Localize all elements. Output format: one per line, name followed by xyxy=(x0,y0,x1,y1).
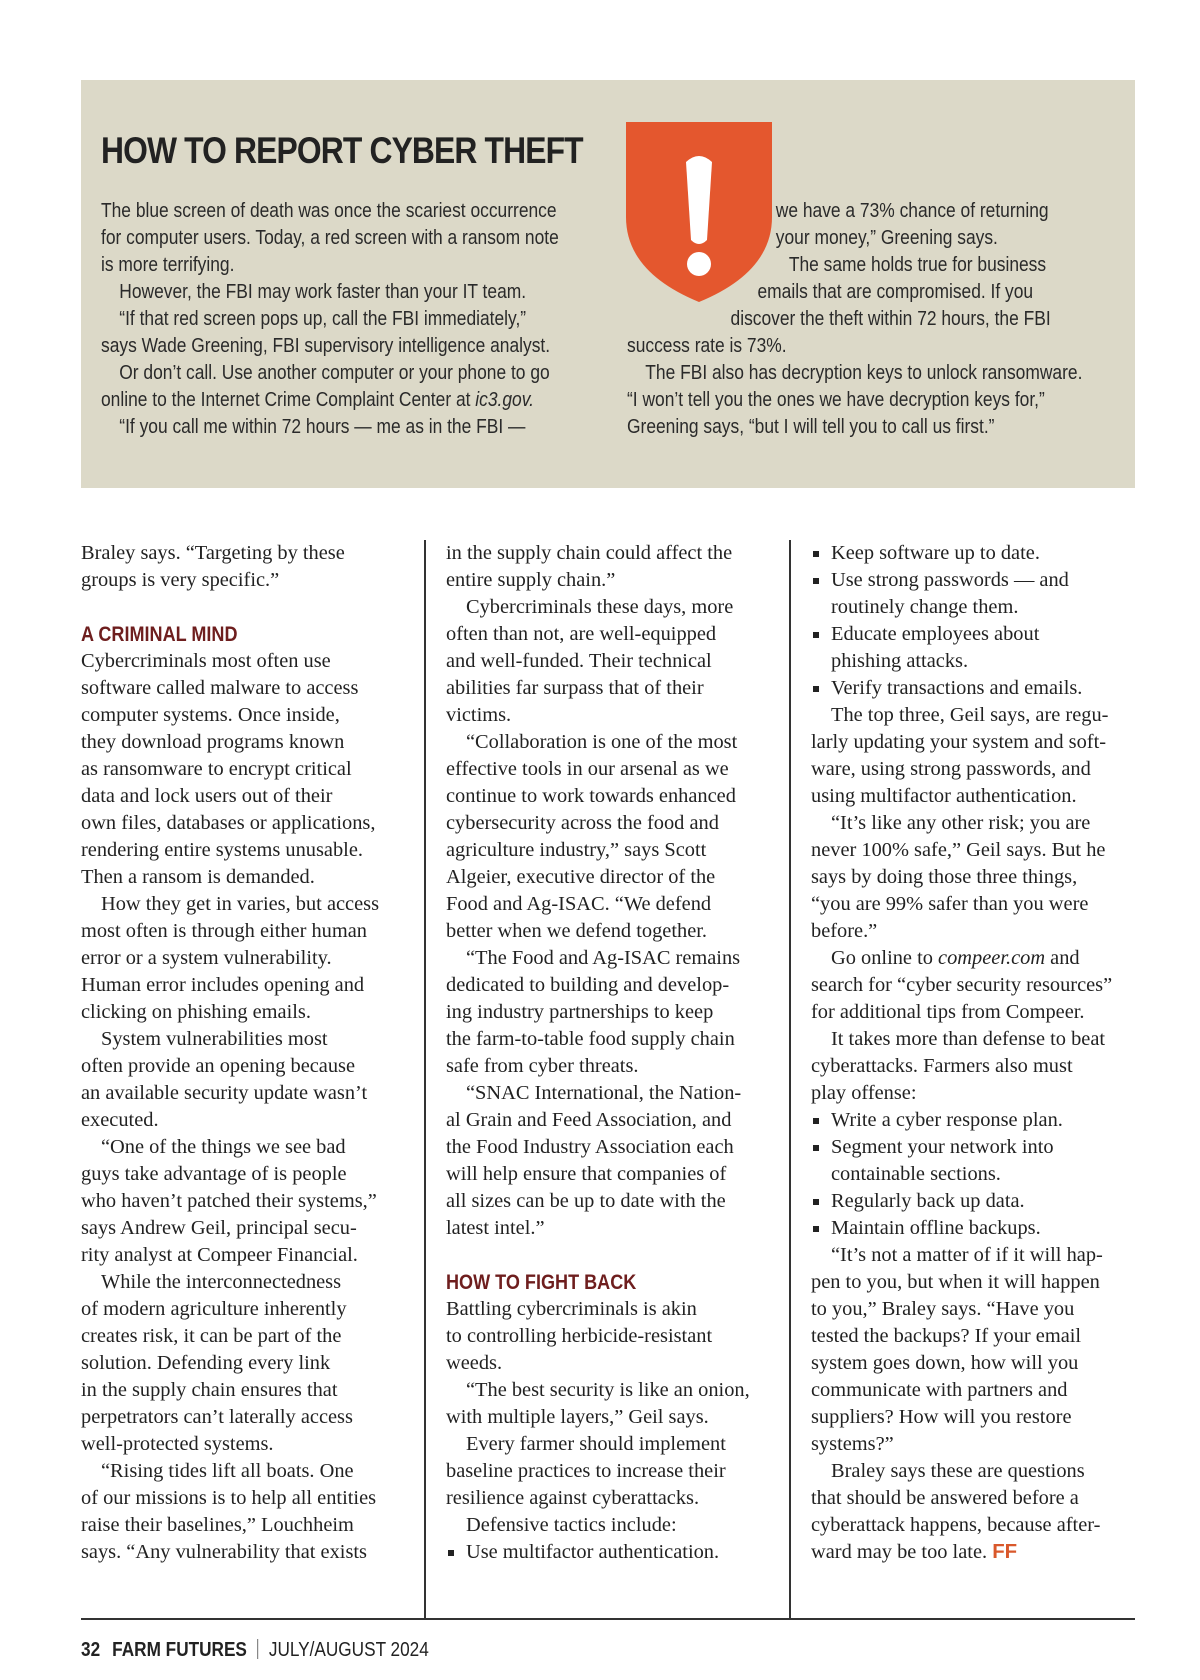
body-line: to controlling herbicide-resistant xyxy=(446,1325,713,1347)
body-line: “you are 99% safer than you were xyxy=(811,893,1089,915)
body-line: often than not, are well-equipped xyxy=(446,623,717,645)
body-line: software called malware to access xyxy=(81,677,359,699)
sidebar-line: your money,” Greening says. xyxy=(775,227,998,249)
article-column-3 xyxy=(811,540,1141,1566)
body-line: Every farmer should implement xyxy=(466,1433,726,1455)
body-line: system goes down, how will you xyxy=(811,1352,1079,1374)
body-line: Battling cybercriminals is akin xyxy=(446,1298,697,1320)
body-line: often provide an opening because xyxy=(81,1055,356,1077)
body-line: abilities far surpass that of their xyxy=(446,677,704,699)
body-line: tested the backups? If your email xyxy=(811,1325,1082,1347)
body-line: While the interconnectedness xyxy=(101,1271,342,1293)
article-column-1 xyxy=(81,540,411,1566)
body-line: in the supply chain could affect the xyxy=(446,542,733,564)
bullet-item: Educate employees about xyxy=(811,621,1141,648)
bullet-item: Use strong passwords — and xyxy=(811,567,1141,594)
sidebar-line: says Wade Greening, FBI supervisory intelligence analyst. xyxy=(101,335,551,357)
end-mark: FF xyxy=(992,1541,1018,1563)
body-line: safe from cyber threats. xyxy=(446,1055,639,1077)
body-line xyxy=(811,945,1141,972)
spacer xyxy=(446,1242,776,1269)
bullet-continuation: containable sections. xyxy=(831,1163,1001,1185)
body-line: that should be answered before a xyxy=(811,1487,1079,1509)
body-line: will help ensure that companies of xyxy=(446,1163,727,1185)
body-line: “It’s like any other risk; you are xyxy=(831,812,1091,834)
body-line: solution. Defending every link xyxy=(81,1352,331,1374)
body-line: of modern agriculture inherently xyxy=(81,1298,347,1320)
bullet-item: Maintain offline backups. xyxy=(811,1215,1141,1242)
body-line: Cybercriminals most often use xyxy=(81,650,331,672)
column-divider xyxy=(424,540,426,1618)
body-line: well-protected systems. xyxy=(81,1433,274,1455)
body-line: who haven’t patched their systems,” xyxy=(81,1190,377,1212)
sidebar-column-1 xyxy=(101,198,559,441)
body-line: Then a ransom is demanded. xyxy=(81,866,315,888)
sidebar-line: is more terrifying. xyxy=(101,254,235,276)
body-line: most often is through either human xyxy=(81,920,367,942)
body-line: says by doing those three things, xyxy=(811,866,1078,888)
body-line: the Food Industry Association each xyxy=(446,1136,734,1158)
bullet-continuation: phishing attacks. xyxy=(831,650,969,672)
body-line: for additional tips from Compeer. xyxy=(811,1001,1085,1023)
body-line: larly updating your system and soft- xyxy=(811,731,1107,753)
body-line: communicate with partners and xyxy=(811,1379,1068,1401)
sidebar-line: The blue screen of death was once the scariest occurrence xyxy=(101,200,557,222)
body-line: to you,” Braley says. “Have you xyxy=(811,1298,1075,1320)
sidebar-line: However, the FBI may work faster than your IT team. xyxy=(119,281,527,303)
body-line: cyberattack happens, because after- xyxy=(811,1514,1101,1536)
compeer-link[interactable]: compeer.com xyxy=(938,947,1046,969)
body-line: dedicated to building and develop- xyxy=(446,974,730,996)
body-line: the farm-to-table food supply chain xyxy=(446,1028,735,1050)
sidebar-column-2 xyxy=(627,198,1097,441)
body-line: never 100% safe,” Geil says. But he xyxy=(811,839,1106,861)
bullet-item: Write a cyber response plan. xyxy=(811,1107,1141,1134)
column-divider xyxy=(789,540,791,1618)
body-line: clicking on phishing emails. xyxy=(81,1001,311,1023)
body-line: al Grain and Feed Association, and xyxy=(446,1109,732,1131)
body-text: and xyxy=(1045,947,1080,969)
page-number: 32 xyxy=(81,1639,101,1661)
body-line: as ransomware to encrypt critical xyxy=(81,758,352,780)
body-line: “Rising tides lift all boats. One xyxy=(101,1460,354,1482)
body-line: resilience against cyberattacks. xyxy=(446,1487,700,1509)
body-line: victims. xyxy=(446,704,512,726)
body-line: continue to work towards enhanced xyxy=(446,785,736,807)
sidebar-title: HOW TO REPORT CYBER THEFT xyxy=(101,130,583,171)
sidebar-line: for computer users. Today, a red screen with a ransom note xyxy=(101,227,559,249)
body-line: baseline practices to increase their xyxy=(446,1460,726,1482)
bullet-continuation: routinely change them. xyxy=(831,596,1019,618)
bullet-item: Verify transactions and emails. xyxy=(811,675,1141,702)
body-line: agriculture industry,” says Scott xyxy=(446,839,707,861)
body-line: “The best security is like an onion, xyxy=(466,1379,750,1401)
body-line xyxy=(811,1539,1141,1566)
body-line: error or a system vulnerability. xyxy=(81,947,332,969)
body-line: System vulnerabilities most xyxy=(101,1028,328,1050)
body-line: “The Food and Ag-ISAC remains xyxy=(466,947,741,969)
body-line: Human error includes opening and xyxy=(81,974,365,996)
sidebar-line: emails that are compromised. If you xyxy=(757,281,1034,303)
bullet-item: Segment your network into xyxy=(811,1134,1141,1161)
body-line: Cybercriminals these days, more xyxy=(466,596,734,618)
body-line: raise their baselines,” Louchheim xyxy=(81,1514,354,1536)
body-line: creates risk, it can be part of the xyxy=(81,1325,342,1347)
body-line: Defensive tactics include: xyxy=(466,1514,677,1536)
page-footer xyxy=(81,1639,429,1662)
body-text: ward may be too late. xyxy=(811,1541,993,1563)
body-line: entire supply chain.” xyxy=(446,569,616,591)
body-text: Go online to xyxy=(831,947,939,969)
body-line: before.” xyxy=(811,920,878,942)
sidebar-line: “If you call me within 72 hours — me as in the FBI — xyxy=(119,416,526,438)
issue-date: JULY/AUGUST 2024 xyxy=(268,1639,429,1661)
body-line: “Collaboration is one of the most xyxy=(466,731,738,753)
sidebar-line: Or don’t call. Use another computer or your phone to go xyxy=(119,362,550,384)
footer-rule xyxy=(81,1618,1135,1620)
body-line: an available security update wasn’t xyxy=(81,1082,368,1104)
sidebar-line: we have a 73% chance of returning xyxy=(775,200,1049,222)
footer-separator xyxy=(257,1639,258,1659)
body-line: with multiple layers,” Geil says. xyxy=(446,1406,709,1428)
body-line: latest intel.” xyxy=(446,1217,545,1239)
sidebar-line: success rate is 73%. xyxy=(627,335,787,357)
body-line: better when we defend together. xyxy=(446,920,708,942)
body-line: executed. xyxy=(81,1109,159,1131)
sidebar-line: “I won’t tell you the ones we have decryption keys for,” xyxy=(627,389,1045,411)
body-line: It takes more than defense to beat xyxy=(831,1028,1106,1050)
article-column-2 xyxy=(446,540,776,1566)
body-line: suppliers? How will you restore xyxy=(811,1406,1072,1428)
sidebar-line xyxy=(101,387,536,414)
body-line: data and lock users out of their xyxy=(81,785,333,807)
body-line: cybersecurity across the food and xyxy=(446,812,719,834)
body-line: groups is very specific.” xyxy=(81,569,280,591)
spacer xyxy=(81,594,411,621)
sidebar-line: The FBI also has decryption keys to unlock ransomware. xyxy=(645,362,1083,384)
body-line: of our missions is to help all entities xyxy=(81,1487,377,1509)
body-line: pen to you, but when it will happen xyxy=(811,1271,1100,1293)
section-heading-criminal-mind: A CRIMINAL MIND xyxy=(81,623,238,646)
body-line: ware, using strong passwords, and xyxy=(811,758,1091,780)
body-line: and well-funded. Their technical xyxy=(446,650,712,672)
ic3-link[interactable]: ic3.gov. xyxy=(475,389,534,411)
body-line: search for “cyber security resources” xyxy=(811,974,1113,996)
bullet-item: Keep software up to date. xyxy=(811,540,1141,567)
body-line: effective tools in our arsenal as we xyxy=(446,758,729,780)
bullet-item: Use multifactor authentication. xyxy=(446,1539,776,1566)
sidebar-line: Greening says, “but I will tell you to call us first.” xyxy=(627,416,995,438)
sidebar-line: discover the theft within 72 hours, the FBI xyxy=(730,308,1051,330)
sidebar-box xyxy=(81,80,1135,488)
body-line: in the supply chain ensures that xyxy=(81,1379,338,1401)
body-line: cyberattacks. Farmers also must xyxy=(811,1055,1073,1077)
magazine-name: FARM FUTURES xyxy=(112,1639,247,1661)
body-line: guys take advantage of is people xyxy=(81,1163,347,1185)
body-line: computer systems. Once inside, xyxy=(81,704,340,726)
body-line: Food and Ag-ISAC. “We defend xyxy=(446,893,712,915)
body-line: all sizes can be up to date with the xyxy=(446,1190,726,1212)
body-line: own files, databases or applications, xyxy=(81,812,376,834)
body-line: Braley says. “Targeting by these xyxy=(81,542,345,564)
body-line: ing industry partnerships to keep xyxy=(446,1001,714,1023)
body-line: Braley says these are questions xyxy=(831,1460,1085,1482)
body-line: using multifactor authentication. xyxy=(811,785,1077,807)
body-line: Algeier, executive director of the xyxy=(446,866,716,888)
body-line: says. “Any vulnerability that exists xyxy=(81,1541,367,1563)
sidebar-text: online to the Internet Crime Complaint Center at xyxy=(101,389,476,411)
body-line: How they get in varies, but access xyxy=(101,893,380,915)
body-line: “One of the things we see bad xyxy=(101,1136,346,1158)
body-line: systems?” xyxy=(811,1433,894,1455)
body-line: they download programs known xyxy=(81,731,345,753)
body-line: “SNAC International, the Nation- xyxy=(466,1082,742,1104)
body-line: weeds. xyxy=(446,1352,503,1374)
body-line: perpetrators can’t laterally access xyxy=(81,1406,353,1428)
sidebar-line: “If that red screen pops up, call the FBI immediately,” xyxy=(119,308,527,330)
body-line: play offense: xyxy=(811,1082,917,1104)
sidebar-line: The same holds true for business xyxy=(788,254,1047,276)
body-line: says Andrew Geil, principal secu- xyxy=(81,1217,357,1239)
section-heading-fight-back: HOW TO FIGHT BACK xyxy=(446,1271,637,1294)
body-line: rendering entire systems unusable. xyxy=(81,839,363,861)
body-line: The top three, Geil says, are regu- xyxy=(831,704,1109,726)
bullet-item: Regularly back up data. xyxy=(811,1188,1141,1215)
body-line: “It’s not a matter of if it will hap- xyxy=(831,1244,1103,1266)
body-line: rity analyst at Compeer Financial. xyxy=(81,1244,358,1266)
